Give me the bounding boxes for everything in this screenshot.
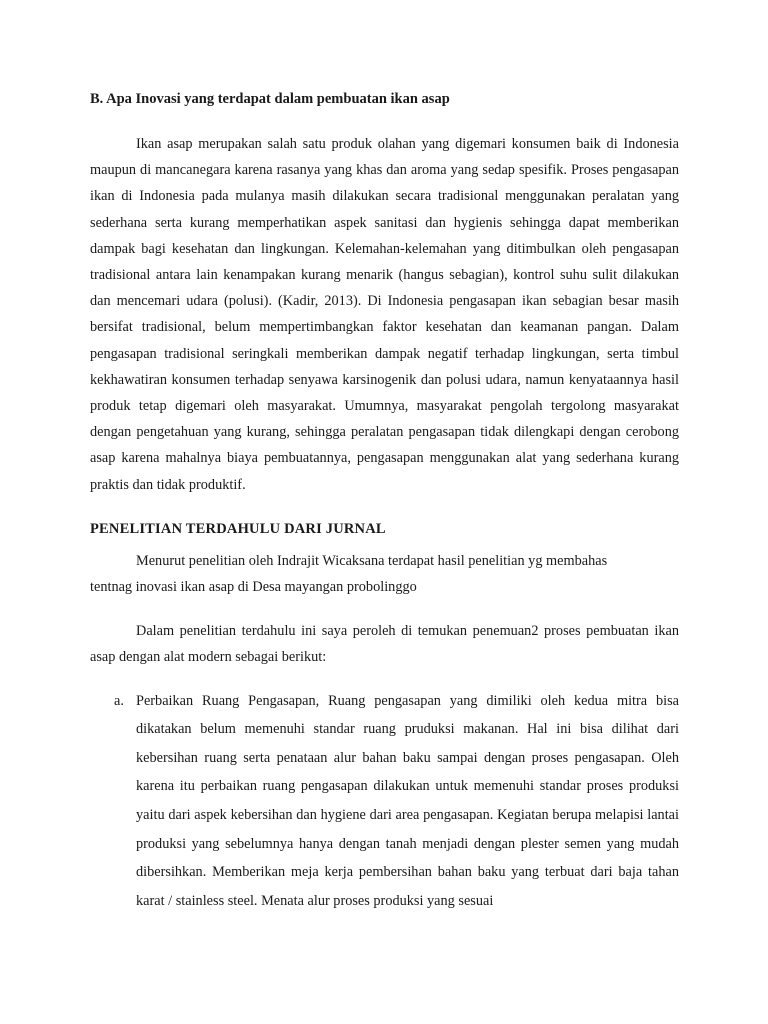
document-page: [90, 86, 679, 915]
findings-list: [90, 687, 679, 916]
research-paragraph: Dalam penelitian terdahulu ini saya peroleh di temukan penemuan2 proses pembuatan ikan asap dengan alat modern sebagai berikut:: [90, 623, 679, 666]
research-intro-line-2: tentnag inovasi ikan asap di Desa mayangan probolinggo: [90, 579, 417, 596]
research-intro-line-1: Menurut penelitian oleh Indrajit Wicaksana terdapat hasil penelitian yg membahas: [136, 552, 608, 569]
research-heading: PENELITIAN TERDAHULU DARI JURNAL: [90, 520, 386, 537]
list-item: [90, 687, 679, 916]
spacer: [90, 600, 679, 618]
list-item-text: Perbaikan Ruang Pengasapan, Ruang pengasapan yang dimiliki oleh kedua mitra bisa dikatakan belum memenuhi standar ruang pruduksi makanan. Hal ini bisa dilihat dari kebersihan ruang serta penataan alur bahan baku sampai dengan proses pengasapan. Oleh karena itu perbaikan ruang pengasapan dilakukan untuk memenuhi standar proses produksi yaitu dari aspek kebersihan dan hygiene dari area pengasapan. Kegiatan berupa melapisi lantai produksi yang sebelumnya hanya dengan tanah menjadi dengan plester semen yang mudah dibersihkan. Memberikan meja kerja pembersihan bahan baku yang terbuat dari baja tahan karat / stainless steel. Menata alur proses produksi yang sesuai: [136, 692, 679, 909]
research-intro: [90, 548, 679, 600]
intro-paragraph: Ikan asap merupakan salah satu produk olahan yang digemari konsumen baik di Indonesia maupun di mancanegara karena rasanya yang khas dan aroma yang sedap spesifik. Proses pengasapan ikan di Indonesia pada mulanya masih dilakukan secara tradisional menggunakan peralatan yang sederhana serta kurang memperhatikan aspek sanitasi dan hygienis sehingga dapat memberikan dampak bagi kesehatan dan lingkungan. Kelemahan-kelemahan yang ditimbulkan oleh pengasapan tradisional antara lain kenampakan kurang menarik (hangus sebagian), kontrol suhu sulit dilakukan dan mencemari udara (polusi). (Kadir, 2013). Di Indonesia pengasapan ikan sebagian besar masih bersifat tradisional, belum mempertimbangkan faktor kesehatan dan keamanan pangan. Dalam pengasapan tradisional seringkali memberikan dampak negatif terhadap lingkungan, serta timbul kekhawatiran konsumen terhadap senyawa karsinogenik dan polusi udara, namun kenyataannya hasil produk tetap digemari oleh masyarakat. Umumnya, masyarakat pengolah tergolong masyarakat dengan pengetahuan yang kurang, sehingga peralatan pengasapan tidak dilengkapi dengan cerobong asap karena mahalnya biaya pembuatannya, pengasapan menggunakan alat yang sederhana kurang praktis dan tidak produktif.: [90, 136, 679, 493]
list-item-marker: a.: [114, 692, 124, 709]
section-heading: B. Apa Inovasi yang terdapat dalam pembuatan ikan asap: [90, 91, 450, 107]
